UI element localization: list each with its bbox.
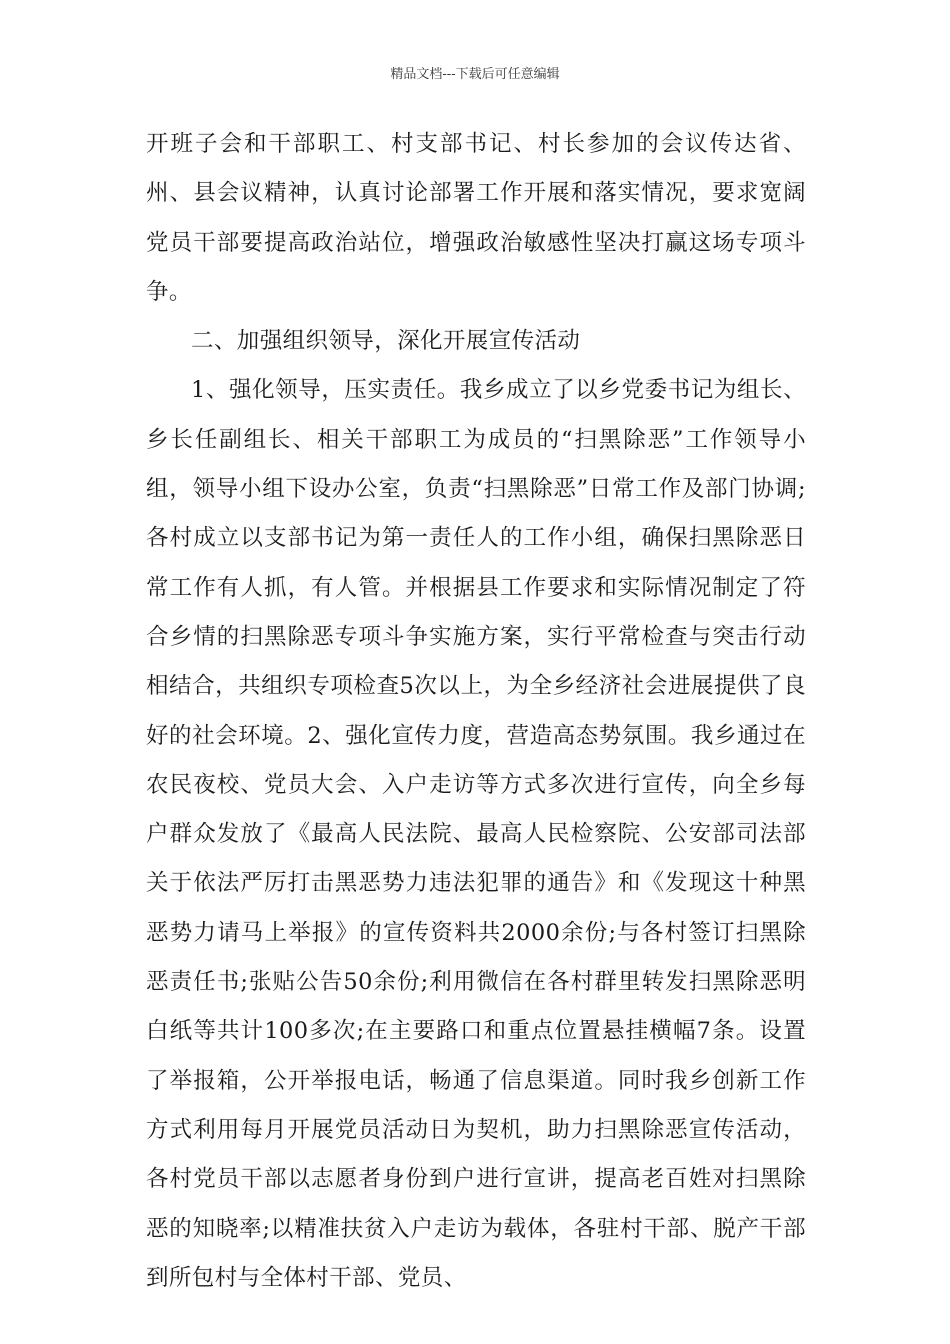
paragraph-leadership: 1、强化领导，压实责任。我乡成立了以乡党委书记为组长、乡长任副组长、相关干部职工为成员的“扫黑除恶”工作领导小组，领导小组下设办公室，负责“扫黑除恶”日常工作及部门协调;各村成立以支部书记为第一责任人的工作小组，确保扫黑除恶日常工作有人抓，有人管。并根据县工作要求和实际情况制定了符合乡情的扫黑除恶专项斗争实施方案，实行平常检查与突击行动相结合，共组织专项检查5次以上，为全乡经济社会进展提供了良好的社会环境。2、强化宣传力度，营造高态势氛围。我乡通过在农民夜校、党员大会、入户走访等方式多次进行宣传，向全乡每户群众发放了《最高人民法院、最高人民检察院、公安部司法部关于依法严厉打击黑恶势力违法犯罪的通告》和《发现这十种黑恶势力请马上举报》的宣传资料共2000余份;与各村签订扫黑除恶责任书;张贴公告50余份;利用微信在各村群里转发扫黑除恶明白纸等共计100多次;在主要路口和重点位置悬挂横幅7条。设置了举报箱，公开举报电话，畅通了信息渠道。同时我乡创新工作方式利用每月开展党员活动日为契机，助力扫黑除恶宣传活动，各村党员干部以志愿者身份到户进行宣讲，提高老百姓对扫黑除恶的知晓率;以精准扶贫入户走访为载体，各驻村干部、脱产干部到所包村与全体村干部、党员、 — [146, 377, 806, 1291]
section-heading: 二、加强组织领导，深化开展宣传活动 — [191, 328, 581, 355]
document-body — [146, 120, 806, 1303]
page-header: 精品文档---下载后可任意编辑 — [390, 67, 560, 82]
paragraph-continuation: 开班子会和干部职工、村支部书记、村长参加的会议传达省、州、县会议精神，认真讨论部署工作开展和落实情况，要求宽阔党员干部要提高政治站位，增强政治敏感性坚决打赢这场专项斗争。 — [146, 131, 806, 305]
